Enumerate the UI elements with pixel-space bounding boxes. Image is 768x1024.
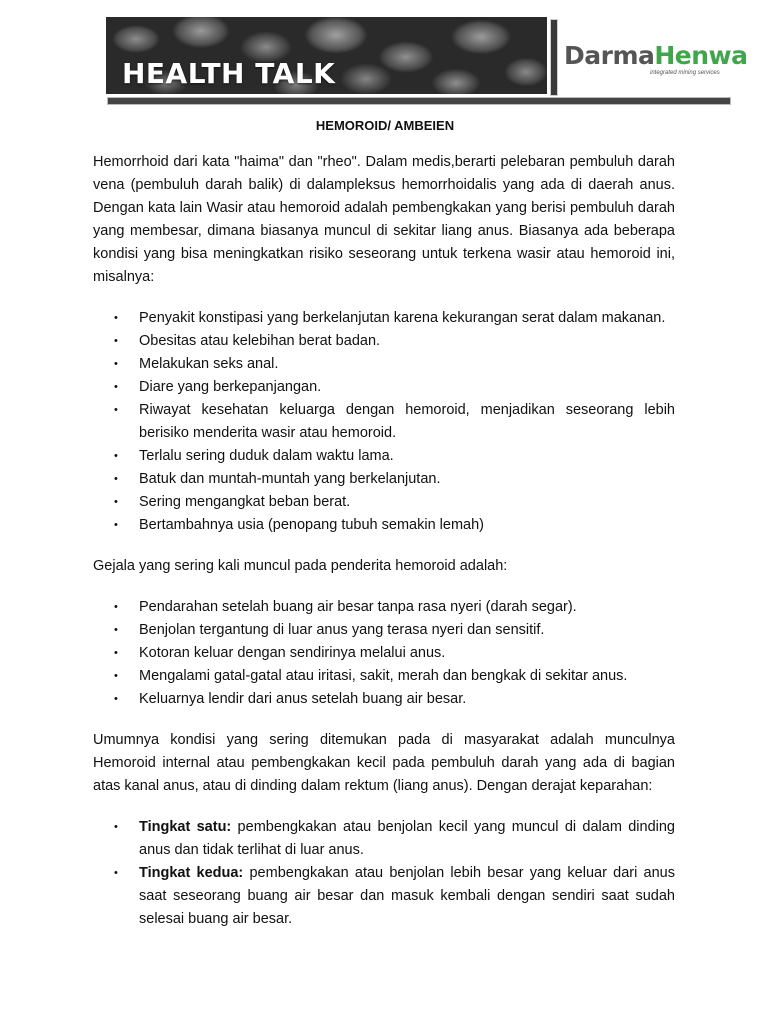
company-logo <box>564 43 748 68</box>
list-item: • Mengalami gatal-gatal atau iritasi, sakit, merah dan bengkak di sekitar anus. <box>93 665 675 688</box>
list-item: • Obesitas atau kelebihan berat badan. <box>93 330 675 353</box>
bullet-icon: • <box>114 693 118 705</box>
logo-text-henwa: Henwa <box>654 41 748 70</box>
grade-label: Tingkat kedua: <box>139 865 244 881</box>
bullet-icon: • <box>114 381 118 393</box>
list-item: • Riwayat kesehatan keluarga dengan hemoroid, menjadikan seseorang lebih berisiko menderita wasir atau hemoroid. <box>93 399 675 445</box>
list-item: • Terlalu sering duduk dalam waktu lama. <box>93 445 675 468</box>
bullet-icon: • <box>114 670 118 682</box>
banner-title: HEALTH TALK <box>122 57 336 90</box>
list-item: • Pendarahan setelah buang air besar tanpa rasa nyeri (darah segar). <box>93 596 675 619</box>
header-banner <box>106 17 547 94</box>
bullet-icon: • <box>114 404 118 416</box>
list-item: • Melakukan seks anal. <box>93 353 675 376</box>
bullet-icon: • <box>114 821 118 833</box>
list-item: • Batuk dan muntah-muntah yang berkelanjutan. <box>93 468 675 491</box>
intro-paragraph: Hemorrhoid dari kata "haima" dan "rheo". Dalam medis,berarti pelebaran pembuluh darah vena (pembuluh darah balik) di dalampleksus hemorrhoidalis yang ada di daerah anus. Dengan kata lain Wasir atau hemoroid adalah pembengkakan yang berisi pembuluh darah yang membesar, dimana biasanya muncul di sekitar liang anus. Biasanya ada beberapa kondisi yang bisa meningkatkan risiko seseorang untuk terkena wasir atau hemoroid ini, misalnya: <box>93 154 675 285</box>
bullet-icon: • <box>114 358 118 370</box>
list-item: • Benjolan tergantung di luar anus yang terasa nyeri dan sensitif. <box>93 619 675 642</box>
list-item: • Sering mengangkat beban berat. <box>93 491 675 514</box>
document-body <box>93 118 675 931</box>
document-title: HEMOROID/ AMBEIEN <box>315 118 455 133</box>
bullet-icon: • <box>114 335 118 347</box>
header-vertical-divider <box>550 19 558 96</box>
grade-list <box>93 816 675 931</box>
symptoms-intro: Gejala yang sering kali muncul pada penderita hemoroid adalah: <box>93 558 508 574</box>
list-item: • Bertambahnya usia (penopang tubuh semakin lemah) <box>93 514 675 537</box>
list-item: • Tingkat kedua: pembengkakan atau benjolan lebih besar yang keluar dari anus saat seseorang buang air besar dan masuk kembali dengan sendiri saat sudah selesai buang air besar. <box>93 862 675 931</box>
severity-intro: Umumnya kondisi yang sering ditemukan pada di masyarakat adalah munculnya Hemoroid internal atau pembengkakan kecil pada pembuluh darah yang ada di bagian atas kanal anus, atau di dinding dalam rektum (liang anus). Dengan derajat keparahan: <box>93 732 675 794</box>
logo-text-darma: Darma <box>564 41 655 70</box>
bullet-icon: • <box>114 867 118 879</box>
bullet-icon: • <box>114 647 118 659</box>
bullet-icon: • <box>114 601 118 613</box>
bullet-icon: • <box>114 312 118 324</box>
bullet-icon: • <box>114 519 118 531</box>
grade-label: Tingkat satu: <box>139 819 232 835</box>
logo-tagline: integrated mining services <box>650 70 720 76</box>
list-item: • Penyakit konstipasi yang berkelanjutan karena kekurangan serat dalam makanan. <box>93 307 675 330</box>
bullet-icon: • <box>114 624 118 636</box>
header-horizontal-divider <box>107 97 731 105</box>
list-item: • Kotoran keluar dengan sendirinya melalui anus. <box>93 642 675 665</box>
bullet-icon: • <box>114 496 118 508</box>
list-item: • Diare yang berkepanjangan. <box>93 376 675 399</box>
symptom-list <box>93 596 675 711</box>
bullet-icon: • <box>114 450 118 462</box>
bullet-icon: • <box>114 473 118 485</box>
list-item: • Keluarnya lendir dari anus setelah buang air besar. <box>93 688 675 711</box>
risk-factor-list <box>93 307 675 537</box>
list-item: • Tingkat satu: pembengkakan atau benjolan kecil yang muncul di dalam dinding anus dan tidak terlihat di luar anus. <box>93 816 675 862</box>
